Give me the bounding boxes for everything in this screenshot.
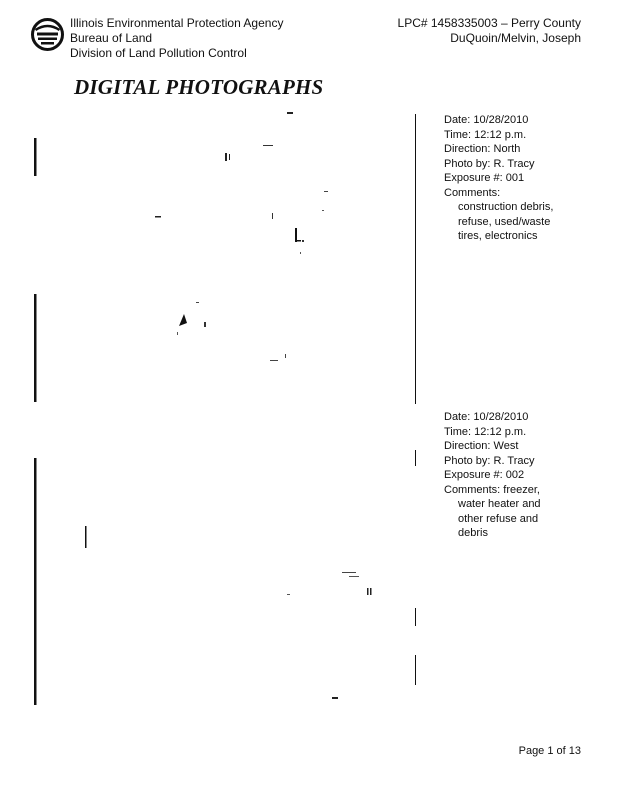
photo-direction: Direction: North — [444, 143, 521, 155]
photo-comment-line: tires, electronics — [458, 230, 538, 242]
site-id: LPC# 1458335003 – Perry County — [397, 16, 581, 30]
bureau-name: Bureau of Land — [70, 31, 153, 45]
photo-comment-line: refuse, used/waste — [458, 215, 551, 228]
page-title: DIGITAL PHOTOGRAPHS — [74, 75, 324, 99]
photo-date: Date: 10/28/2010 — [444, 114, 529, 126]
photo-comments-label: Comments: — [444, 186, 501, 199]
photo-by: Photo by: R. Tracy — [444, 454, 535, 467]
site-block — [398, 16, 581, 46]
photo-date: Date: 10/28/2010 — [444, 411, 529, 423]
photo-2-details — [444, 410, 541, 541]
photo-exposure: Exposure #: 002 — [444, 469, 525, 481]
illinois-epa-logo-icon — [31, 18, 64, 51]
photo-exposure: Exposure #: 001 — [444, 172, 525, 184]
photo-comment-line: debris — [458, 527, 488, 539]
photo-1 — [34, 110, 416, 405]
photo-comment-line: other refuse and — [458, 512, 539, 525]
division-name: Division of Land Pollution Control — [70, 46, 247, 60]
photo-2 — [34, 410, 416, 705]
photo-time: Time: 12:12 p.m. — [444, 128, 527, 141]
photo-comment-line: construction debris, — [458, 201, 554, 213]
photo-1-details — [444, 113, 553, 244]
agency-block — [70, 16, 283, 61]
document-header — [0, 0, 619, 70]
photo-comment-line: water heater and — [458, 498, 541, 510]
photo-comments-label: Comments: freezer, — [444, 483, 540, 496]
photo-by: Photo by: R. Tracy — [444, 157, 535, 170]
photo-direction: Direction: West — [444, 440, 519, 452]
page-number: Page 1 of 13 — [518, 745, 581, 757]
agency-name: Illinois Environmental Protection Agency — [70, 16, 284, 30]
photo-time: Time: 12:12 p.m. — [444, 425, 527, 438]
site-name: DuQuoin/Melvin, Joseph — [450, 31, 581, 45]
